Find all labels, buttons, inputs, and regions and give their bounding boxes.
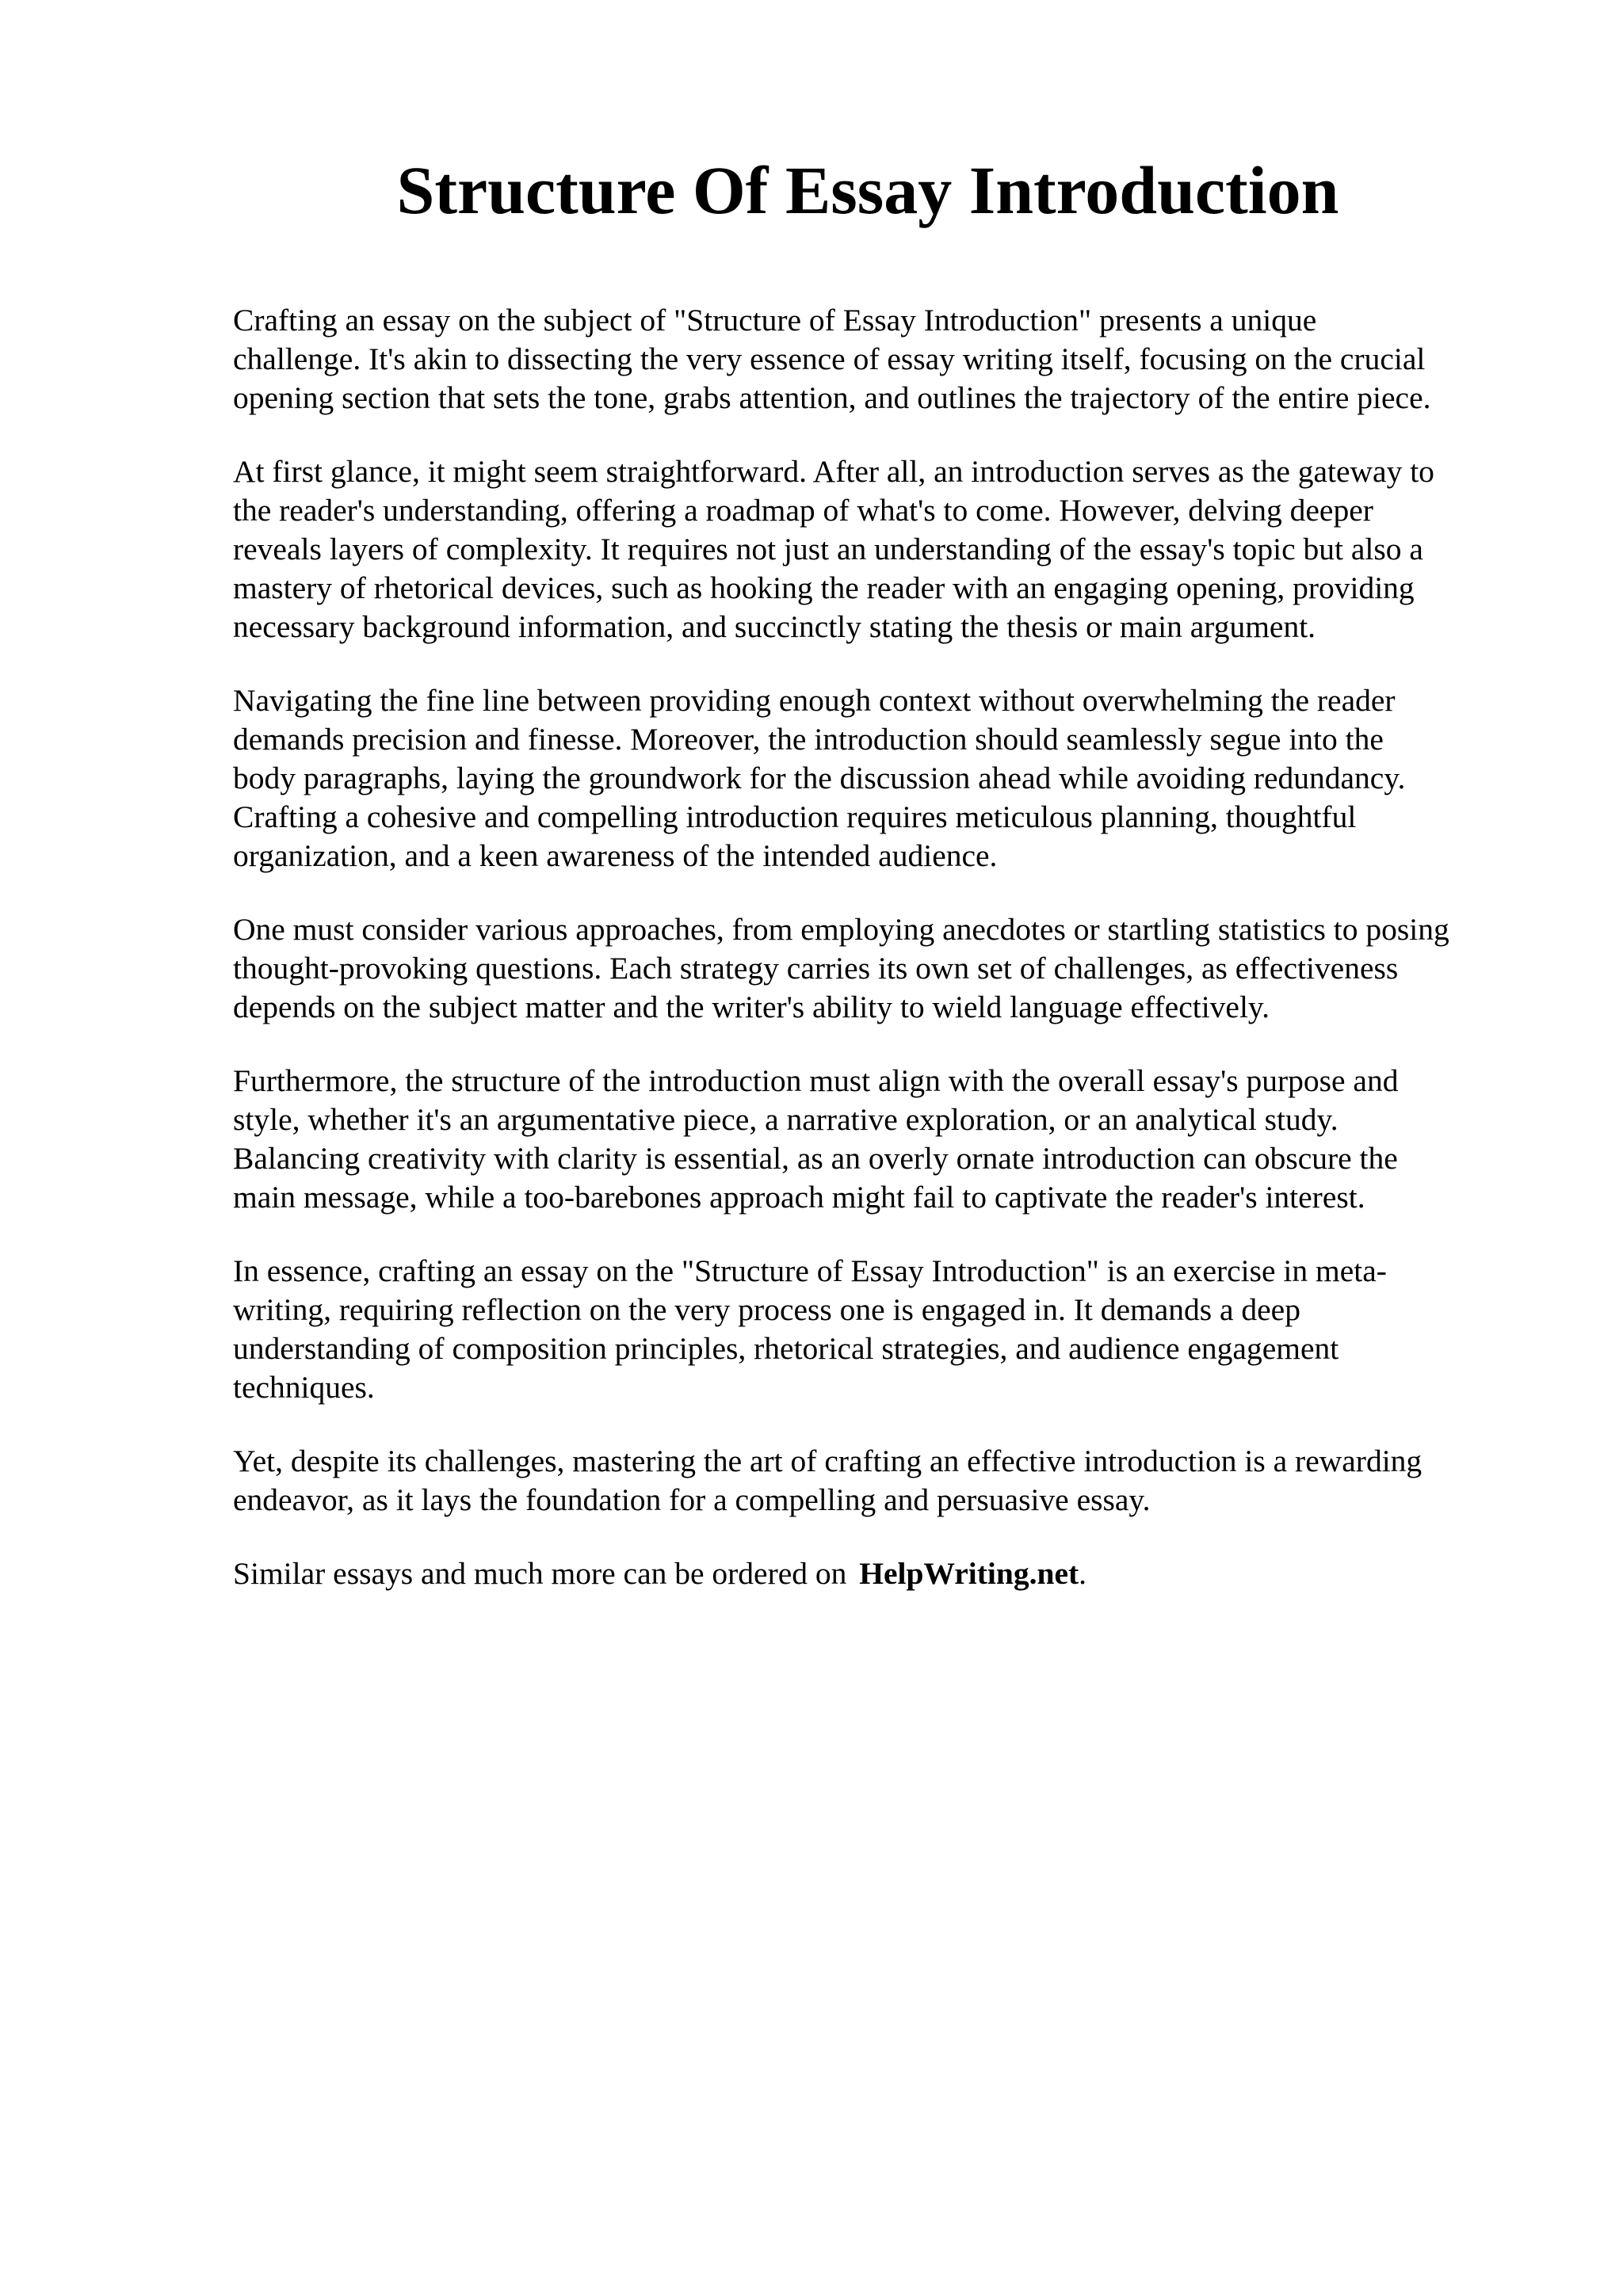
paragraph-5 bbox=[233, 1062, 1564, 1217]
text-line: endeavor, as it lays the foundation for a compelling and persuasive essay. bbox=[233, 1482, 1151, 1517]
text-line: Furthermore, the structure of the introduction must align with the overall essay's purpose and bbox=[233, 1063, 1399, 1098]
page-title: Structure Of Essay Introduction bbox=[396, 152, 1339, 228]
text-line: organization, and a keen awareness of the intended audience. bbox=[233, 838, 998, 873]
text-line: writing, requiring reflection on the very process one is engaged in. It demands a deep bbox=[233, 1292, 1300, 1327]
text-line: One must consider various approaches, from employing anecdotes or startling statistics to posing bbox=[233, 912, 1449, 947]
order-note-prefix: Similar essays and much more can be ordered on bbox=[233, 1556, 847, 1591]
text-line: At first glance, it might seem straightforward. After all, an introduction serves as the gateway to bbox=[233, 454, 1434, 489]
paragraph-3 bbox=[233, 681, 1564, 875]
text-line: reveals layers of complexity. It requires not just an understanding of the essay's topic but also a bbox=[233, 532, 1423, 566]
paragraph-7 bbox=[233, 1442, 1564, 1520]
text-line: demands precision and finesse. Moreover, the introduction should seamlessly segue into the bbox=[233, 722, 1384, 757]
text-line: style, whether it's an argumentative piece, a narrative exploration, or an analytical study. bbox=[233, 1102, 1338, 1137]
text-line: Crafting a cohesive and compelling introduction requires meticulous planning, thoughtful bbox=[233, 799, 1357, 834]
text-line: understanding of composition principles, rhetorical strategies, and audience engagement bbox=[233, 1331, 1339, 1366]
text-line: In essence, crafting an essay on the "Structure of Essay Introduction" is an exercise in meta- bbox=[233, 1253, 1387, 1288]
text-line: Crafting an essay on the subject of "Structure of Essay Introduction" presents a unique bbox=[233, 303, 1317, 338]
paragraph-6 bbox=[233, 1252, 1564, 1407]
text-line: the reader's understanding, offering a roadmap of what's to come. However, delving deeper bbox=[233, 493, 1373, 528]
text-line: main message, while a too-barebones approach might fail to captivate the reader's interest. bbox=[233, 1180, 1365, 1215]
text-line: Navigating the fine line between providing enough context without overwhelming the reader bbox=[233, 683, 1396, 718]
helpwriting-link[interactable]: HelpWriting.net bbox=[859, 1556, 1079, 1591]
text-line: necessary background information, and succinctly stating the thesis or main argument. bbox=[233, 609, 1316, 644]
text-line: Balancing creativity with clarity is essential, as an overly ornate introduction can obscure the bbox=[233, 1141, 1398, 1176]
text-line: techniques. bbox=[233, 1370, 375, 1405]
text-line: Yet, despite its challenges, mastering the art of crafting an effective introduction is a rewarding bbox=[233, 1444, 1423, 1478]
essay-body bbox=[233, 301, 1564, 1593]
order-note bbox=[233, 1554, 1564, 1593]
order-note-suffix: . bbox=[1079, 1556, 1087, 1591]
paragraph-4 bbox=[233, 910, 1564, 1027]
text-line: mastery of rhetorical devices, such as hooking the reader with an engaging opening, providing bbox=[233, 570, 1415, 605]
text-line: challenge. It's akin to dissecting the very essence of essay writing itself, focusing on the crucial bbox=[233, 341, 1426, 376]
paragraph-1 bbox=[233, 301, 1564, 418]
paragraph-2 bbox=[233, 452, 1564, 646]
text-line: opening section that sets the tone, grabs attention, and outlines the trajectory of the entire piece. bbox=[233, 380, 1431, 415]
text-line: body paragraphs, laying the groundwork for the discussion ahead while avoiding redundancy. bbox=[233, 761, 1406, 795]
text-line: thought-provoking questions. Each strategy carries its own set of challenges, as effectiveness bbox=[233, 951, 1399, 986]
text-line: depends on the subject matter and the writer's ability to wield language effectively. bbox=[233, 990, 1270, 1024]
